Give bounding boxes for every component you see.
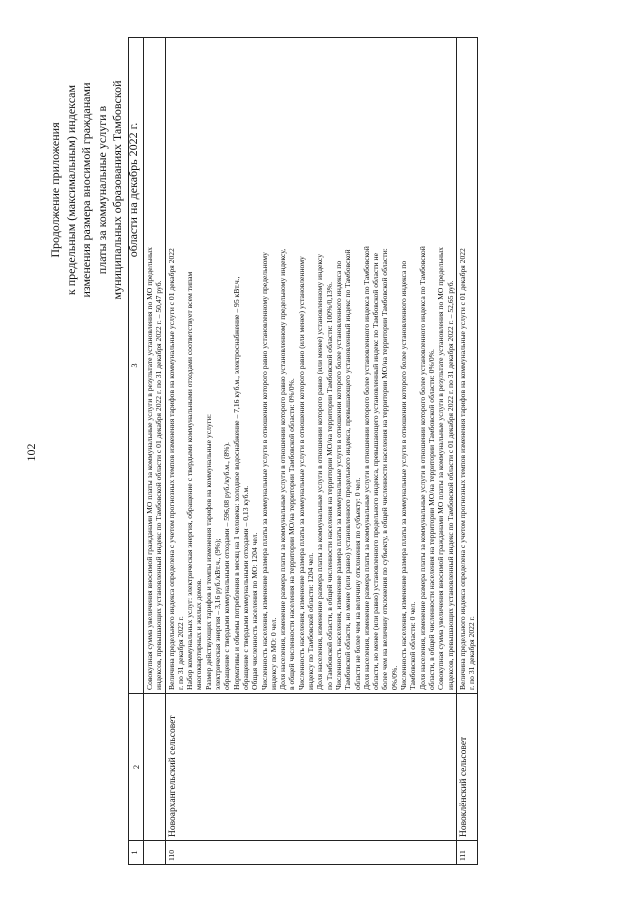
description-line: Совокупная сумма увеличения вносимой гражданами МО платы за коммунальные услуги в результате установления по МО предельных — [145, 247, 154, 690]
header-row — [129, 38, 144, 865]
description-line: индексов, превышающих установленный индекс по Тамбовской области с 01 декабря 2022 г. по 31 декабря 2022 г. – 52,65 руб. — [445, 280, 455, 690]
description-line: Тамбовской области: 0 чел. — [408, 601, 418, 690]
description-line: Доля населения, изменение размера платы за коммунальные услуги в отношении которого более установленного индекса по Тамбовской — [417, 246, 427, 690]
index-description — [456, 38, 478, 694]
description-line: Совокупная сумма увеличения вносимой гражданами МО платы за коммунальные услуги в результате установления по МО предельных — [436, 247, 446, 690]
table-row — [456, 38, 478, 865]
page-number: 102 — [24, 443, 38, 462]
description-line: Набор коммунальных услуг: электрическая энергия, обращение с твердыми коммунальными отходами соответствует всем типам — [185, 271, 195, 690]
description-line: Размер действующих тарифов и темпы изменения тарифов на коммунальные услуги: — [203, 414, 213, 690]
description-line: Численность населения, изменение размера платы за коммунальные услуги в отношении которого более установленного индекса по — [399, 260, 409, 690]
description-line: Величина предельного индекса определена с учетом прогнозных темпов изменения тарифов на коммунальные услуги с 01 декабря 2022 — [166, 248, 176, 690]
table-row — [165, 38, 456, 865]
row-number: 111 — [456, 841, 478, 865]
row-number — [144, 841, 166, 865]
description-line: области, но менее (или равно) установленного предельного индекса, превышающего установленный индекс по Тамбовской области не — [371, 253, 381, 690]
description-line: 0%/0%. — [389, 665, 399, 690]
description-line: Доля населения, изменение размера платы за коммунальные услуги в отношении которого равно (или менее) установленному индексу — [315, 254, 325, 690]
description-line: Доля населения, изменение размера платы за коммунальные услуги в отношении которого более установленного индекса по Тамбовской — [361, 246, 371, 690]
description-line: Нормативы и объемы потребления в месяц на 1 человека: холодное водоснабжение – 7,16 куб.м., электроснабжение – 95 кВт.ч., — [231, 276, 241, 690]
header-col-2: 2 — [129, 694, 144, 841]
indices-table — [125, 37, 478, 865]
header-col-3: 3 — [129, 38, 144, 694]
description-line: более чем на величину отклонения по субъекту, в общей численности населения на территории МО/на территории Тамбовской области: — [380, 248, 390, 690]
caption-line: платы за коммунальные услуги в — [94, 105, 109, 275]
description-line: Тамбовской области, но менее (или равно) установленного предельного индекса, превышающего установленный индекс по Тамбовской — [343, 249, 353, 690]
description-line: индексов, превышающих установленный индекс по Тамбовской области с 01 декабря 2022 г. по 31 декабря 2022 г. – 50,47 руб. — [154, 280, 164, 690]
row-number: 110 — [165, 841, 456, 865]
municipality-name — [144, 694, 166, 841]
description-line: обращение с твердыми коммунальными отходами – 0,13 куб.м. — [240, 485, 250, 690]
description-line: индексу по МО: 0 чел. — [268, 617, 278, 690]
description-line: многоквартирных и жилых домов. — [194, 578, 204, 690]
description-line: обращение с твердыми коммунальными отходами – 596,08 руб./куб.м., (8%). — [222, 442, 232, 690]
caption-line: области на декабрь 2022 г. — [125, 122, 140, 258]
header-col-1: 1 — [129, 841, 144, 865]
caption-line: изменения размера вносимой гражданами — [79, 82, 93, 298]
description-line: г. по 31 декабря 2022 г. — [467, 616, 477, 690]
description-line: Численность населения, изменение размера платы за коммунальные услуги в отношении которого равно (или менее) установленному — [296, 256, 306, 690]
caption-line: Продолжение приложения — [48, 122, 62, 258]
description-line: по Тамбовской области, в общей численности населения на территории МО/на территории Тамбовской области: 100%/0,13%. — [324, 281, 334, 690]
description-line: г. по 31 декабря 2022 г. — [175, 616, 185, 690]
table-row — [144, 38, 166, 865]
caption-line: к предельным (максимальным) индексам — [63, 84, 78, 296]
description-line: Величина предельного индекса определена с учетом прогнозных темпов изменения тарифов на коммунальные услуги с 01 декабря 2022 — [457, 248, 467, 690]
description-line: электрическая энергия – 3,16 руб./кВт.ч., (9%); — [213, 538, 223, 690]
municipality-name: Новоклёнский сельсовет — [456, 694, 478, 841]
description-line: Численность населения, изменение размера платы за коммунальные услуги в отношении которого более установленного индекса по — [333, 260, 343, 690]
description-line: Доля населения, изменение размера платы за коммунальные услуги в отношении которого равно установленному предельному индексу, — [278, 248, 288, 690]
description-line: области не более чем на величину отклонения по субъекту: 0 чел. — [352, 477, 362, 690]
caption-line: муниципальных образованиях Тамбовской — [110, 80, 124, 300]
description-line: Численность населения, изменение размера платы за коммунальные услуги в отношении которого равно установленному предельному — [259, 252, 269, 690]
description-line: Общая численность населения по МО: 1204 чел. — [250, 532, 260, 690]
description-line: области, в общей численности населения на территории МО/на территории Тамбовской области: 0%/0%. — [426, 349, 436, 690]
description-line: индексу по Тамбовской области: 1204 чел. — [306, 552, 316, 690]
municipality-name: Новоархангельский сельсовет — [165, 694, 456, 841]
description-line: в общей численности населения на территории МО/на территории Тамбовской области: 0%/0%. — [287, 378, 297, 690]
index-description — [165, 38, 456, 694]
index-description — [144, 38, 166, 694]
